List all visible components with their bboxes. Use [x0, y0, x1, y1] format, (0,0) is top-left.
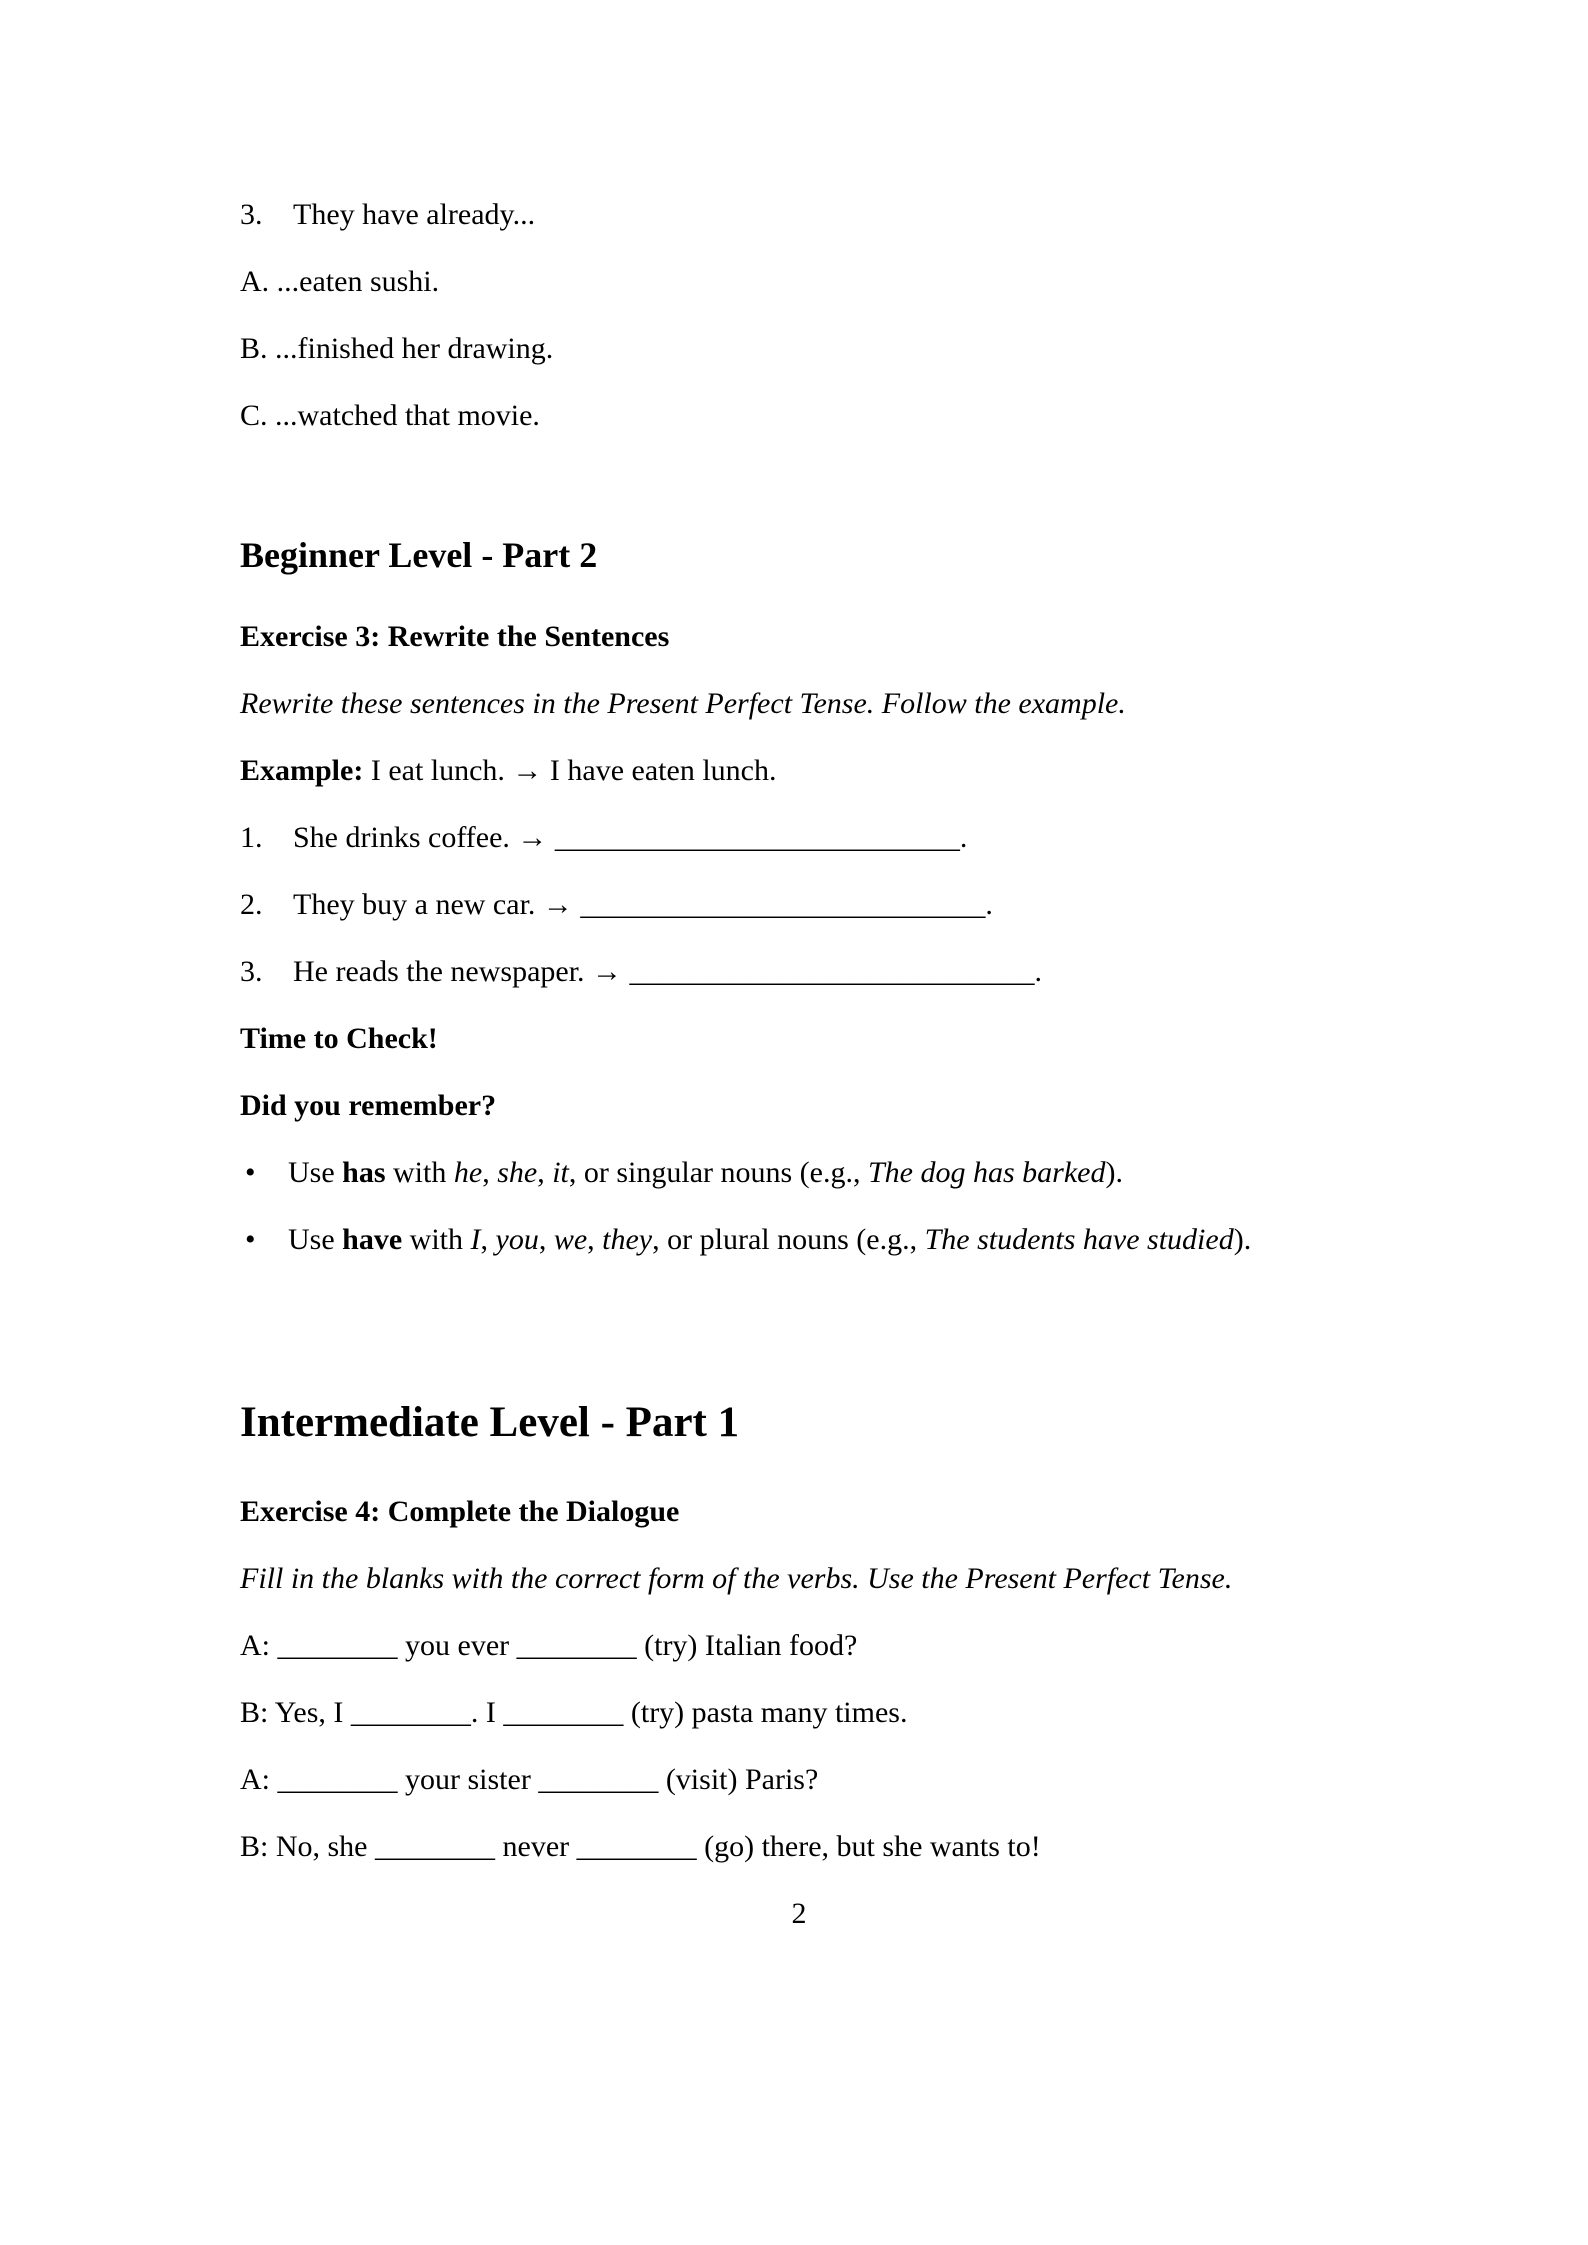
- grammar-rule-text: [288, 1156, 1123, 1189]
- exercise4-instructions: Fill in the blanks with the correct form of the verbs. Use the Present Perfect Tense.: [240, 1562, 1233, 1595]
- text-segment: The dog has barked: [867, 1156, 1106, 1189]
- text-segment: he: [453, 1156, 483, 1189]
- text-segment: I: [470, 1223, 481, 1256]
- mcq-question-stem: They have already...: [293, 198, 536, 231]
- rewrite-item-1: [240, 820, 1358, 855]
- grammar-rule-text: [288, 1223, 1251, 1256]
- text-segment: ,: [587, 1223, 603, 1256]
- text-segment: , or singular nouns (e.g.,: [568, 1156, 868, 1189]
- text-segment: with: [402, 1223, 471, 1256]
- text-segment: with: [385, 1156, 454, 1189]
- example-line: [240, 753, 1358, 788]
- exercise3-instructions: Rewrite these sentences in the Present Perfect Tense. Follow the example.: [240, 687, 1126, 720]
- text-segment: we: [553, 1223, 588, 1256]
- list-number: 3.: [240, 955, 263, 988]
- rewrite-item-3: [240, 954, 1358, 989]
- dialogue-line-4: B: No, she ________ never ________ (go) there, but she wants to!: [240, 1830, 1041, 1863]
- dialogue-line-2: B: Yes, I ________. I ________ (try) pasta many times.: [240, 1696, 908, 1729]
- mcq-question: [240, 197, 1358, 232]
- example-label: Example:: [240, 754, 364, 787]
- example-text: I eat lunch. → I have eaten lunch.: [363, 754, 777, 787]
- time-to-check-heading: Time to Check!: [240, 1022, 438, 1055]
- did-you-remember-heading: Did you remember?: [240, 1089, 497, 1122]
- page-number: 2: [791, 1897, 807, 1930]
- mcq-option-c: C. ...watched that movie.: [240, 399, 540, 432]
- section-heading-intermediate: Intermediate Level - Part 1: [240, 1399, 740, 1446]
- rewrite-item-text: He reads the newspaper. → ___________________________.: [293, 955, 1043, 988]
- rewrite-item-text: They buy a new car. → ___________________________.: [293, 888, 993, 921]
- section-heading-beginner: Beginner Level - Part 2: [240, 535, 598, 575]
- text-segment: ,: [482, 1156, 498, 1189]
- mcq-option-a: A. ...eaten sushi.: [240, 265, 440, 298]
- beginner-level-part2-section: [240, 533, 1358, 1257]
- rewrite-item-2: [240, 887, 1358, 922]
- exercise4-title: Exercise 4: Complete the Dialogue: [240, 1495, 680, 1528]
- grammar-rule-have: [240, 1222, 1358, 1257]
- bullet-icon: •: [245, 1223, 256, 1256]
- text-segment: has: [342, 1156, 386, 1189]
- bullet-icon: •: [245, 1156, 256, 1189]
- text-segment: ,: [538, 1223, 554, 1256]
- list-number: 3.: [240, 198, 263, 231]
- exercise3-title: Exercise 3: Rewrite the Sentences: [240, 620, 670, 653]
- mcq-question-block: [240, 197, 1358, 433]
- text-segment: she: [497, 1156, 538, 1189]
- text-segment: ,: [480, 1223, 496, 1256]
- grammar-rule-has: [240, 1155, 1358, 1190]
- text-segment: , or plural nouns (e.g.,: [652, 1223, 925, 1256]
- mcq-option-b: B. ...finished her drawing.: [240, 332, 554, 365]
- list-number: 2.: [240, 888, 263, 921]
- rewrite-item-text: She drinks coffee. → ___________________________.: [293, 821, 968, 854]
- text-segment: have: [342, 1223, 403, 1256]
- dialogue-line-3: A: ________ your sister ________ (visit) Paris?: [240, 1763, 819, 1796]
- intermediate-level-part1-section: [240, 1397, 1358, 1864]
- text-segment: ,: [537, 1156, 553, 1189]
- text-segment: ).: [1233, 1223, 1252, 1256]
- text-segment: Use: [288, 1156, 343, 1189]
- text-segment: Use: [288, 1223, 343, 1256]
- text-segment: you: [495, 1223, 539, 1256]
- text-segment: ).: [1105, 1156, 1123, 1189]
- text-segment: it: [552, 1156, 569, 1189]
- list-number: 1.: [240, 821, 263, 854]
- text-segment: they: [602, 1223, 653, 1256]
- dialogue-line-1: A: ________ you ever ________ (try) Italian food?: [240, 1629, 858, 1662]
- text-segment: The students have studied: [924, 1223, 1234, 1256]
